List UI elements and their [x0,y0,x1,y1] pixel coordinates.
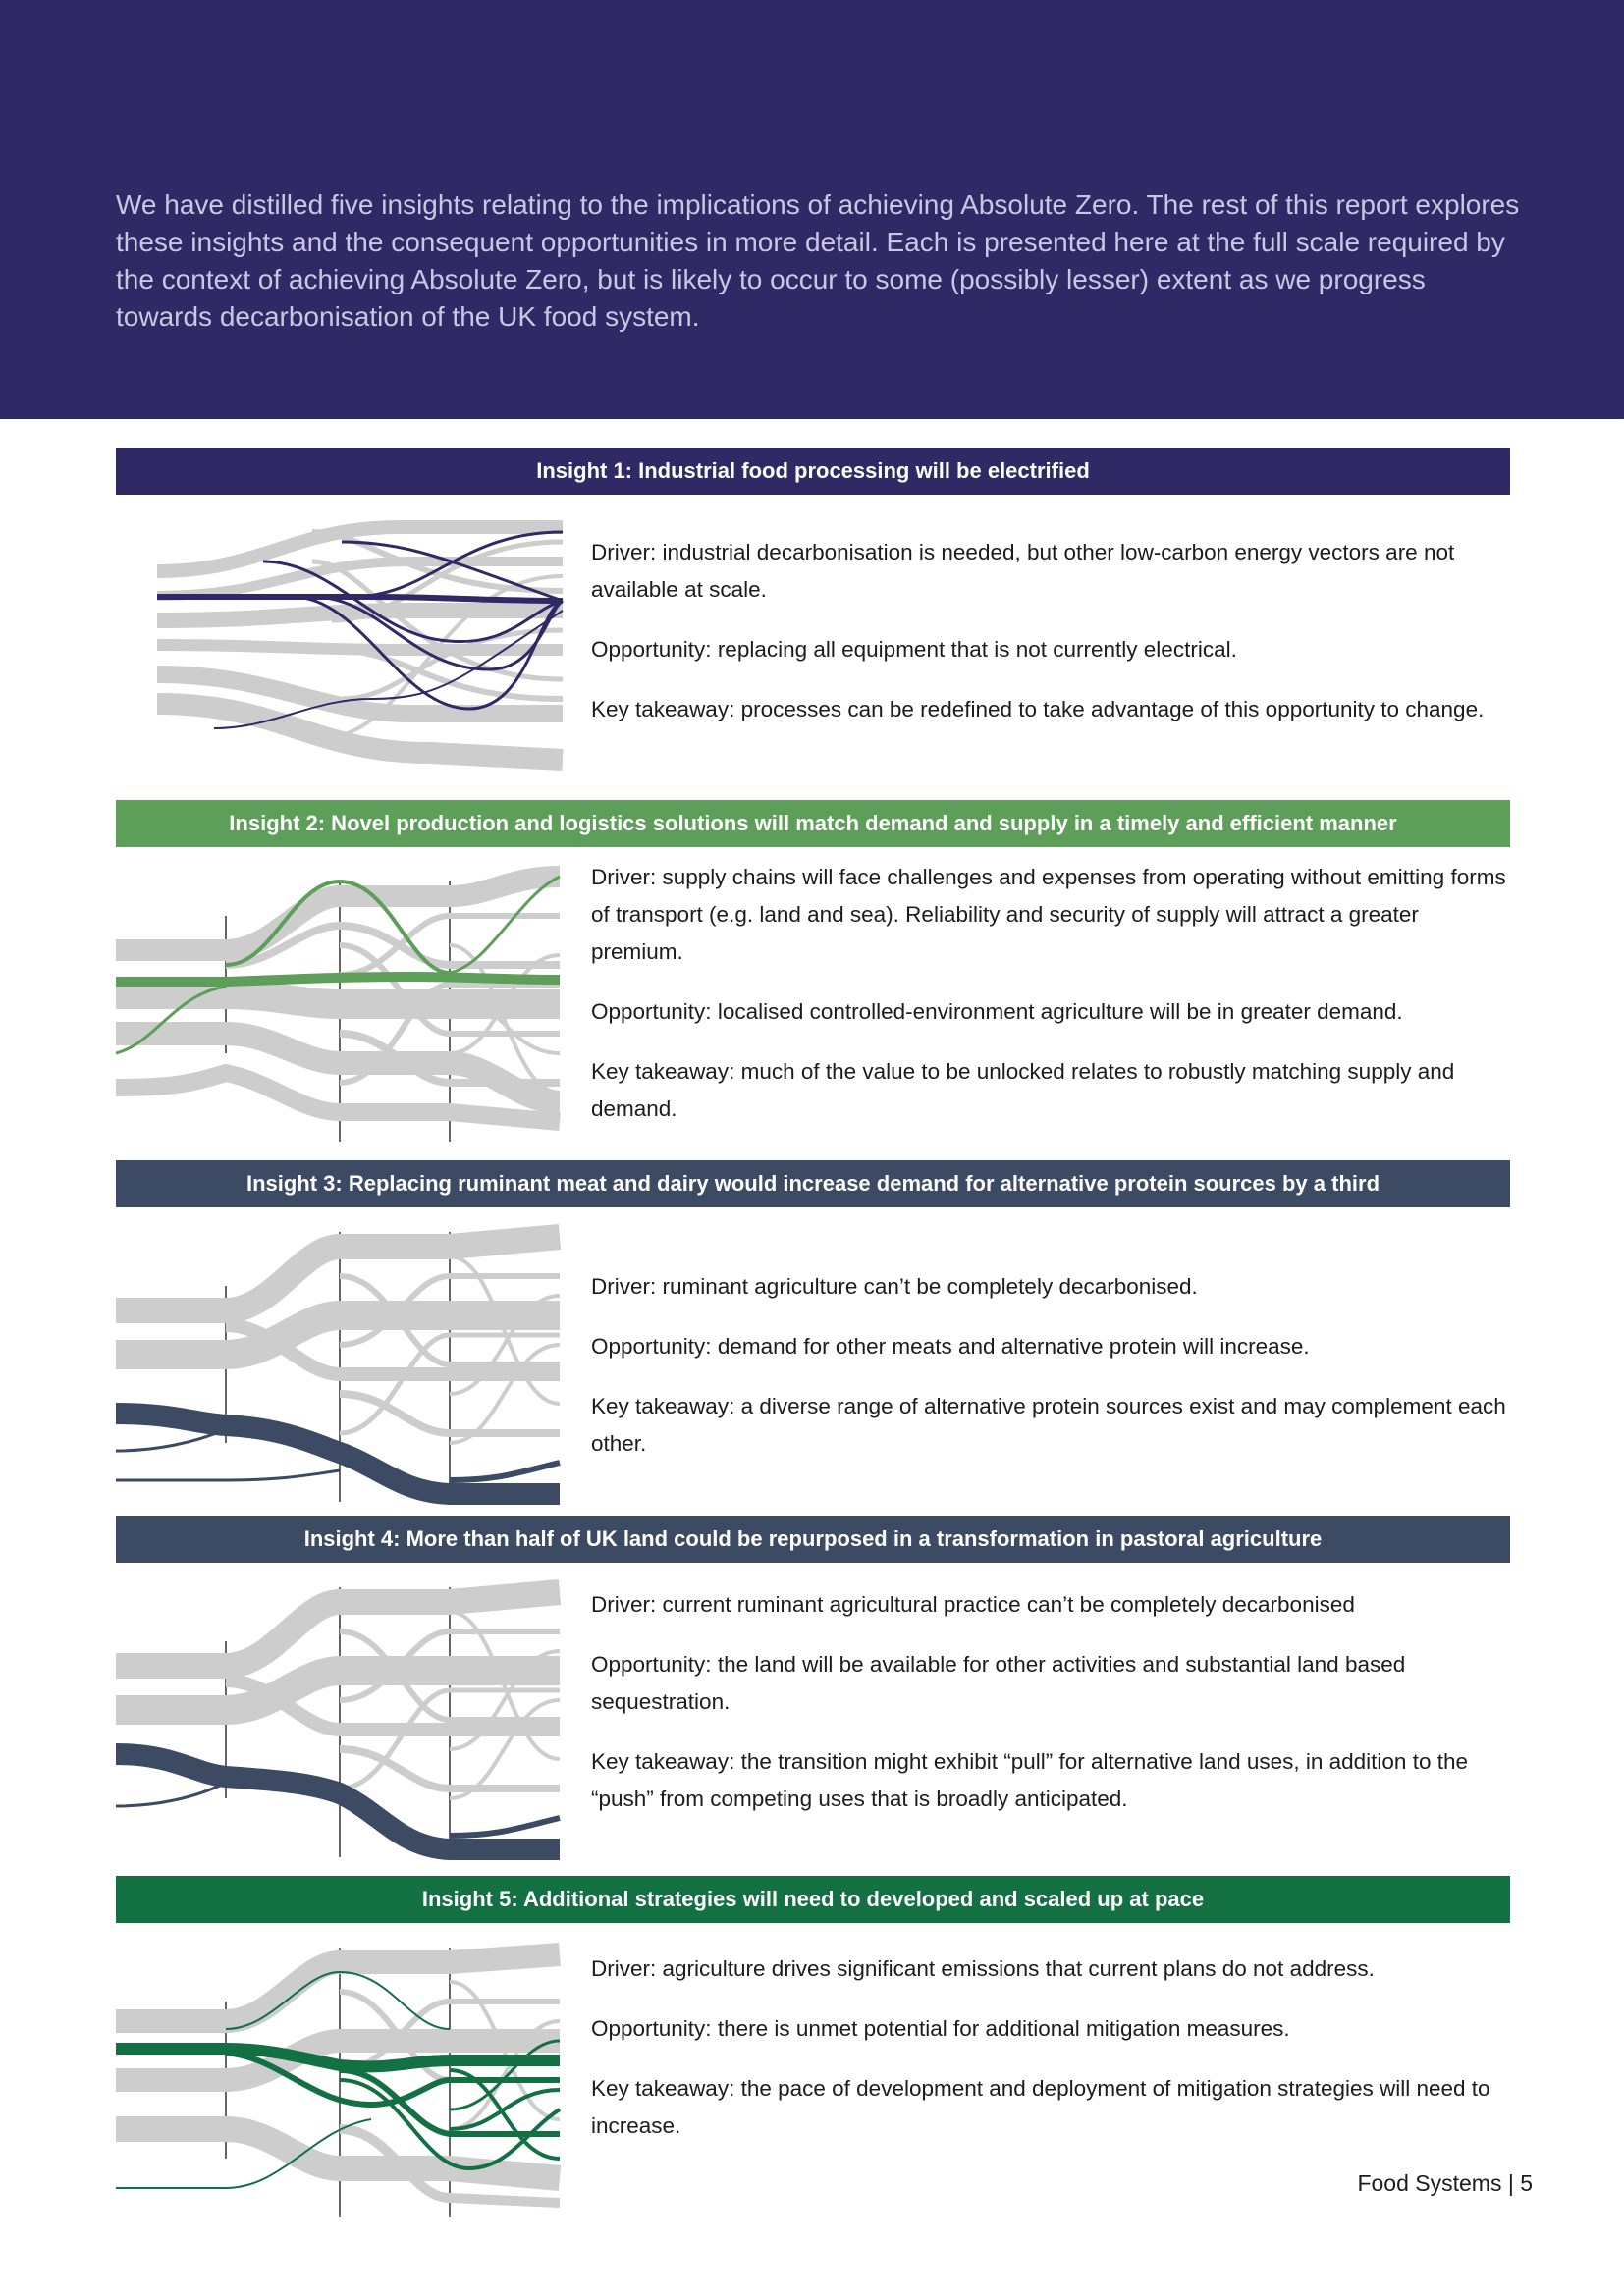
insight-2-takeaway: Key takeaway: much of the value to be unlocked relates to robustly matching supply and demand. [591,1059,1455,1121]
insight-2-text [591,859,1510,1150]
insight-4-takeaway: Key takeaway: the transition might exhibit “pull” for alternative land uses, in addition to the “push” from competing uses that is broadly anticipated. [591,1749,1468,1811]
intro-paragraph: We have distilled five insights relating to the implications of achieving Absolute Zero. The rest of this report explores these insights and the consequent opportunities in more detail. Each is presented here at the full scale required by the context of achieving Absolute Zero, but is likely to occur to some (possibly lesser) extent as we progress towards decarbonisation of the UK food system. [116,189,1520,332]
insight-1-title: Insight 1: Industrial food processing will be electrified [116,448,1510,495]
insight-1-takeaway: Key takeaway: processes can be redefined to take advantage of this opportunity to change. [591,697,1485,721]
insight-4-text [591,1586,1510,1841]
insight-5-title: Insight 5: Additional strategies will need to developed and scaled up at pace [116,1876,1510,1923]
insight-5-takeaway: Key takeaway: the pace of development and deployment of mitigation strategies will need to increase. [591,2076,1490,2138]
insight-2 [116,800,1510,1151]
insight-1 [116,448,1510,828]
insight-4-opportunity: Opportunity: the land will be available for other activities and substantial land based sequestration. [591,1652,1406,1714]
insight-3-sankey-diagram [116,1217,568,1512]
insight-5-driver: Driver: agriculture drives significant emissions that current plans do not address. [591,1956,1375,1981]
insight-3-opportunity: Opportunity: demand for other meats and alternative protein will increase. [591,1334,1310,1359]
insight-3-takeaway: Key takeaway: a diverse range of alternative protein sources exist and may complement each other. [591,1394,1506,1456]
insight-5-opportunity: Opportunity: there is unmet potential for additional mitigation measures. [591,2016,1290,2041]
insight-3-title: Insight 3: Replacing ruminant meat and dairy would increase demand for alternative protein sources by a third [116,1160,1510,1207]
insight-4-title: Insight 4: More than half of UK land could be repurposed in a transformation in pastoral agriculture [116,1516,1510,1563]
insight-1-driver: Driver: industrial decarbonisation is needed, but other low-carbon energy vectors are not available at scale. [591,540,1455,602]
insight-3 [116,1160,1510,1512]
insight-2-opportunity: Opportunity: localised controlled-environment agriculture will be in greater demand. [591,999,1403,1024]
page-footer: Food Systems | 5 [1357,2170,1533,2196]
insight-4 [116,1516,1510,1867]
insight-1-opportunity: Opportunity: replacing all equipment that is not currently electrical. [591,637,1237,662]
insight-2-driver: Driver: supply chains will face challenges and expenses from operating without emitting forms of transport (e.g. land and sea). Reliability and security of supply will attract a greater premium. [591,865,1506,964]
insight-5-sankey-diagram [116,1933,568,2227]
insight-3-text [591,1268,1510,1485]
insight-3-driver: Driver: ruminant agriculture can’t be completely decarbonised. [591,1274,1198,1299]
insight-5-text [591,1950,1510,2167]
insight-1-sankey-diagram [116,503,568,787]
insight-5 [116,1876,1510,2247]
insight-4-sankey-diagram [116,1573,568,1867]
insight-1-text [591,534,1510,751]
insight-2-title: Insight 2: Novel production and logistics solutions will match demand and supply in a timely and efficient manner [116,800,1510,847]
insight-4-driver: Driver: current ruminant agricultural practice can’t be completely decarbonised [591,1592,1355,1617]
insight-2-sankey-diagram [116,857,568,1151]
